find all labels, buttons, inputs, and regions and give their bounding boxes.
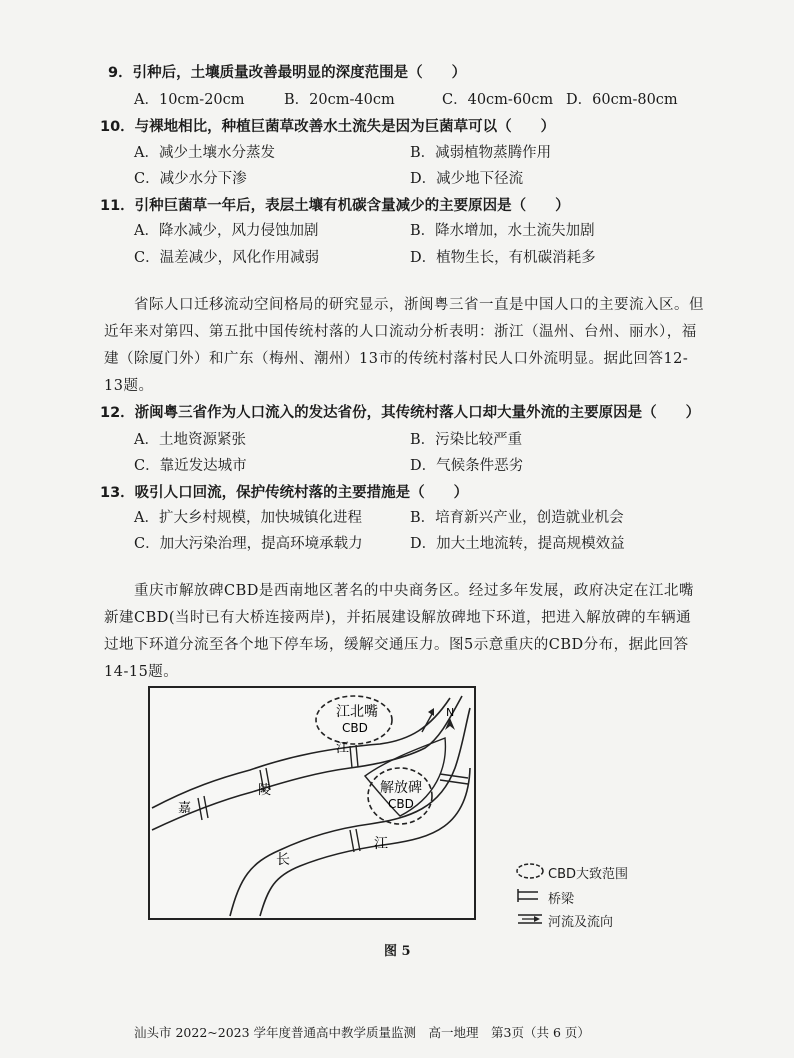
legend-cbd-icon — [514, 862, 546, 880]
q13-option-c: C．加大污染治理，提高环境承载力 — [134, 536, 363, 552]
legend-river-label: 河流及流向 — [548, 915, 614, 930]
bridge-3 — [350, 746, 352, 768]
river-label-jia: 嘉 — [178, 801, 192, 816]
q13-option-b: B．培育新兴产业，创造就业机会 — [410, 510, 624, 526]
jiangbeizui-cbd-label: CBD — [342, 721, 368, 735]
q11-option-c: C．温差减少，风化作用减弱 — [134, 250, 320, 266]
jiefangbei-cbd-label: CBD — [388, 797, 414, 811]
map-svg — [150, 688, 474, 918]
river-label-ling: 陵 — [258, 783, 272, 798]
q12-option-d: D．气候条件恶劣 — [410, 458, 524, 474]
q9-option-d: D．60cm-80cm — [566, 92, 678, 108]
jialing-river-south-bank — [152, 696, 462, 830]
figure-5-map — [148, 686, 476, 920]
legend-bridge-label: 桥梁 — [548, 892, 575, 907]
bridge-5 — [350, 830, 354, 852]
river-label-jiang-1: 江 — [336, 741, 350, 756]
legend-bridge-icon — [516, 888, 544, 904]
q11-option-b: B．降水增加，水土流失加剧 — [410, 223, 595, 239]
q9-option-a: A．10cm-20cm — [134, 92, 245, 108]
bridge-5b — [356, 829, 360, 851]
question-12-stem: 12．浙闽粤三省作为人口流入的发达省份，其传统村落人口却大量外流的主要原因是（ ） — [100, 405, 701, 421]
bridge-3b — [356, 745, 358, 767]
figure-caption: 图 5 — [384, 944, 411, 959]
question-13-stem: 13．吸引人口回流，保护传统村落的主要措施是（ ） — [100, 485, 469, 501]
flow-arrow — [422, 714, 432, 732]
q11-option-a: A．降水减少，风力侵蚀加剧 — [134, 223, 319, 239]
passage-chongqing-cbd: 重庆市解放碑CBD是西南地区著名的中央商务区。经过多年发展，政府决定在江北嘴新建CBD(当时已有大桥连接两岸)，并拓展建设解放碑地下环道，把进入解放碑的车辆通过地下环道分流至各个地下停车场，缓解交通压力。图5示意重庆的CBD分布，据此回答14-15题。 — [104, 583, 694, 680]
page-footer: 汕头市 2022~2023 学年度普通高中教学质量监测 高一地理 第3页（共 6 页） — [134, 1025, 590, 1040]
passage-population: 省际人口迁移流动空间格局的研究显示，浙闽粤三省一直是中国人口的主要流入区。但近年来对第四、第五批中国传统村落的人口流动分析表明：浙江（温州、台州、丽水），福建（除厦门外）和广东（梅州、潮州）13市的传统村落村民人口外流明显。据此回答12-13题。 — [104, 297, 704, 394]
question-10-stem: 10．与裸地相比，种植巨菌草改善水土流失是因为巨菌草可以（ ） — [100, 119, 556, 135]
jiefangbei-label: 解放碑 — [380, 780, 422, 796]
question-9-stem: 9．引种后，土壤质量改善最明显的深度范围是（ ） — [108, 65, 467, 81]
q12-option-b: B．污染比较严重 — [410, 432, 523, 448]
q10-option-d: D．减少地下径流 — [410, 171, 524, 187]
q10-option-b: B．减弱植物蒸腾作用 — [410, 145, 552, 161]
bridge-4 — [440, 774, 468, 778]
legend-river-icon — [516, 910, 544, 928]
q9-option-c: C．40cm-60cm — [442, 92, 554, 108]
legend-cbd-label: CBD大致范围 — [548, 867, 629, 882]
q13-option-a: A．扩大乡村规模，加快城镇化进程 — [134, 510, 362, 526]
river-label-chang: 长 — [276, 852, 290, 868]
jiangbeizui-label: 江北嘴 — [336, 704, 378, 720]
north-label: N — [446, 706, 455, 719]
question-11-stem: 11．引种巨菌草一年后，表层土壤有机碳含量减少的主要原因是（ ） — [100, 198, 570, 214]
q12-option-a: A．土地资源紧张 — [134, 432, 246, 448]
q9-option-b: B．20cm-40cm — [284, 92, 395, 108]
bridge-4b — [440, 780, 468, 784]
q13-option-d: D．加大土地流转，提高规模效益 — [410, 536, 625, 552]
yangtze-river-south-bank — [260, 768, 470, 916]
q12-option-c: C．靠近发达城市 — [134, 458, 247, 474]
q11-option-d: D．植物生长，有机碳消耗多 — [410, 250, 596, 266]
river-label-jiang-2: 江 — [374, 836, 388, 852]
q10-option-c: C．减少水分下渗 — [134, 171, 247, 187]
q10-option-a: A．减少土壤水分蒸发 — [134, 145, 275, 161]
